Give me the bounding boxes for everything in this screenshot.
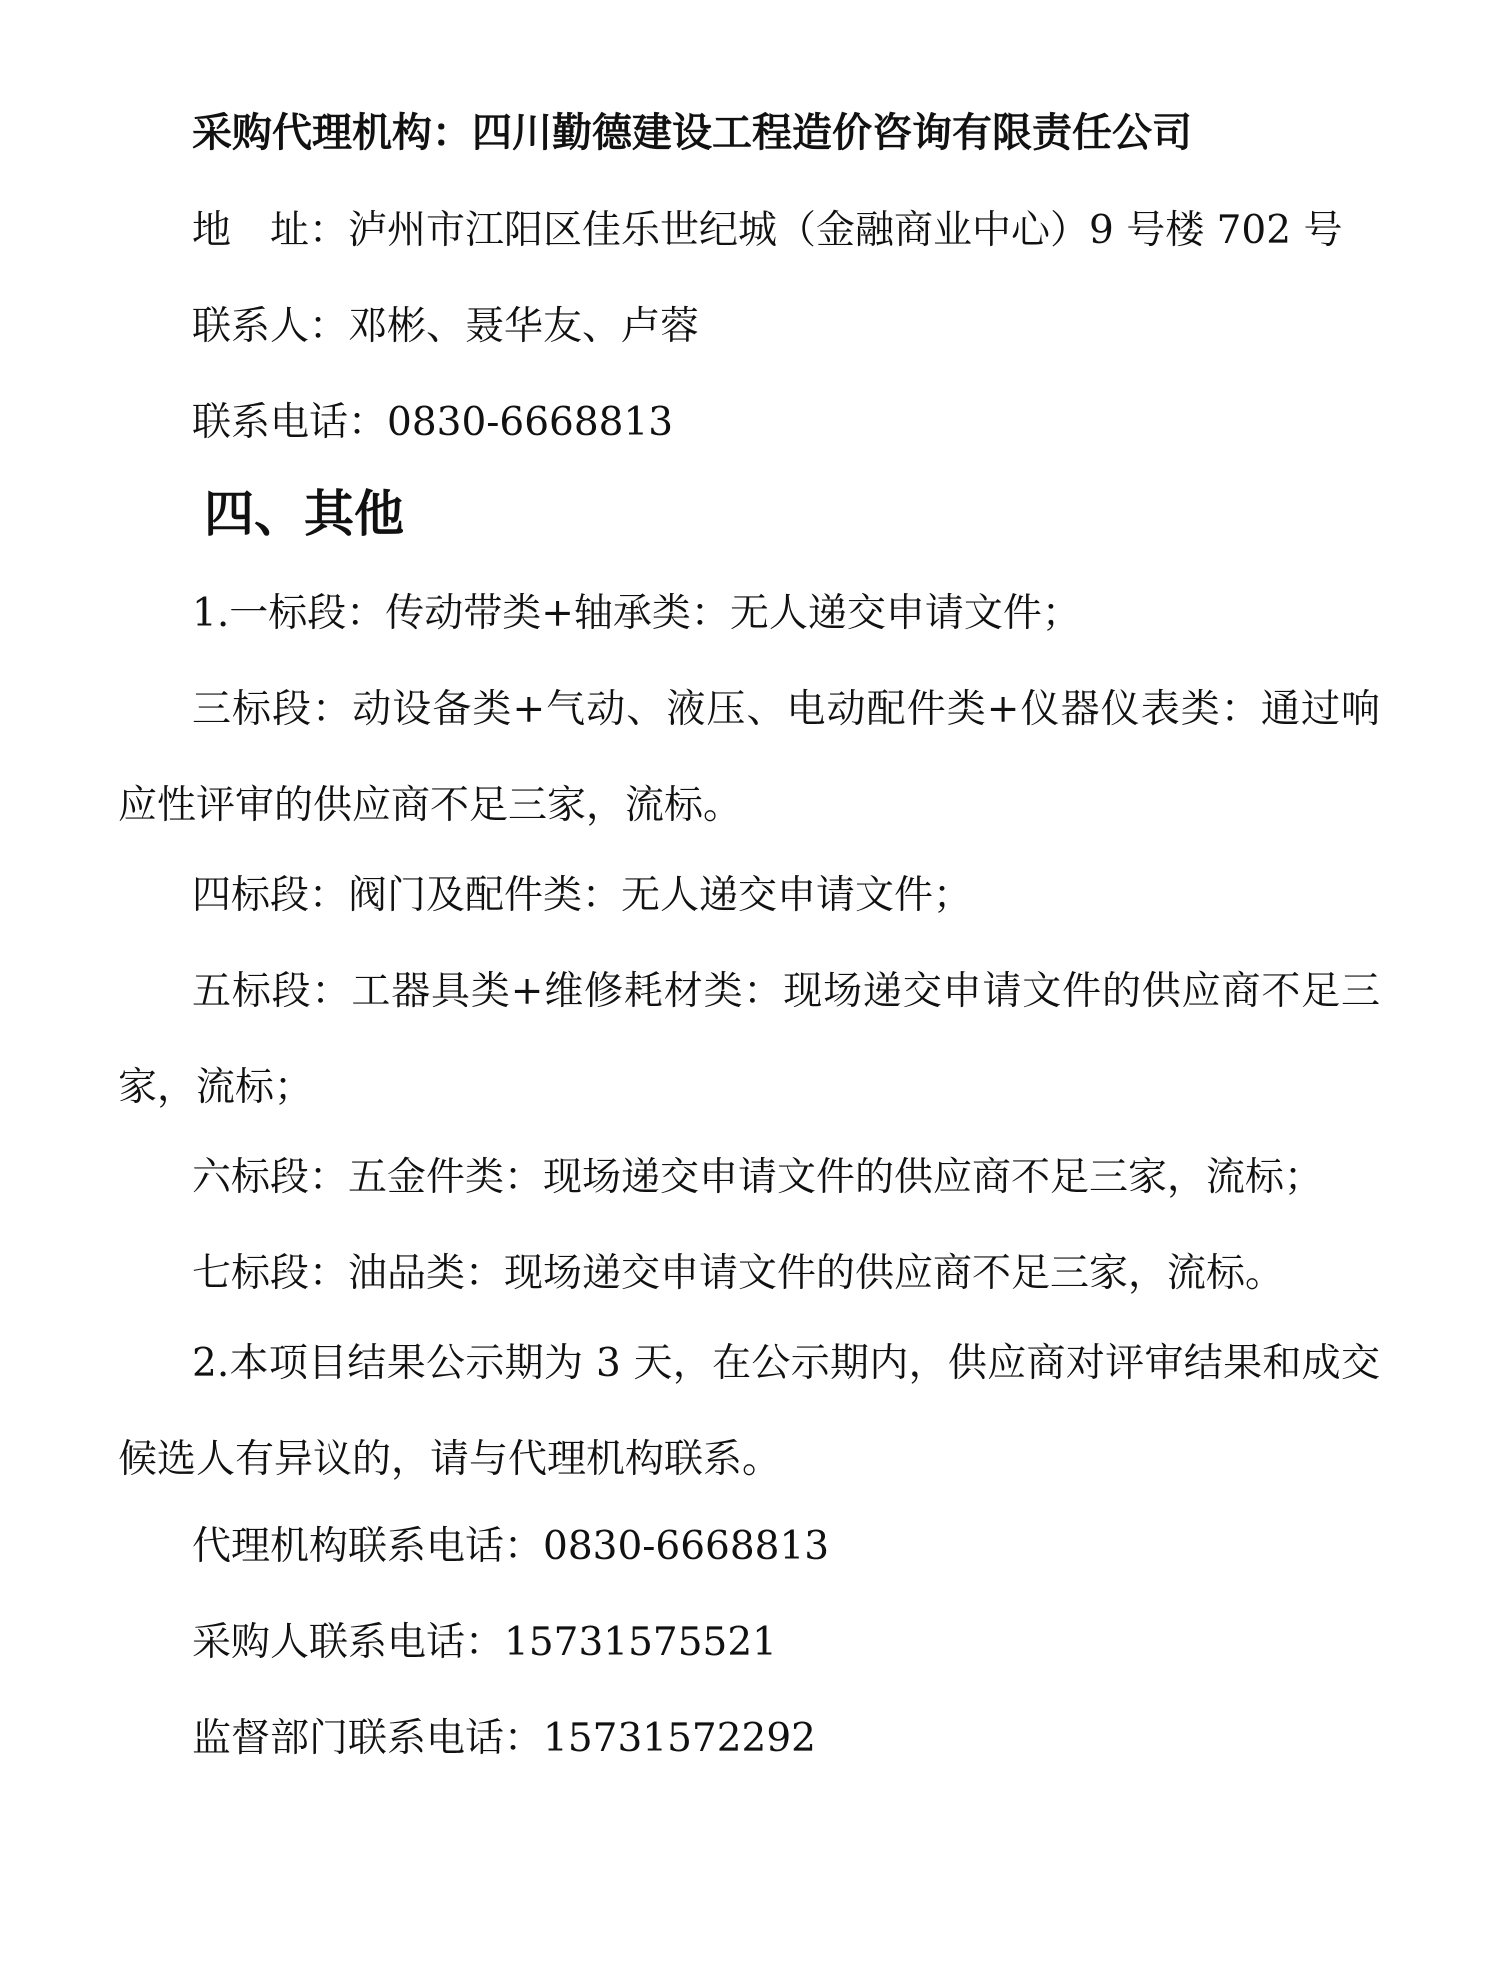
agency-address: 地 址：泸州市江阳区佳乐世纪城（金融商业中心）9 号楼 702 号 xyxy=(192,208,1343,253)
lot-5-result: 五标段：工器具类+维修耗材类：现场递交申请文件的供应商不足三家，流标； xyxy=(118,969,1380,1110)
procurement-agency-name: 采购代理机构：四川勤德建设工程造价咨询有限责任公司 xyxy=(192,109,1192,156)
agency-contact-phone: 联系电话：0830-6668813 xyxy=(192,400,674,445)
lot-3-result: 三标段：动设备类+气动、液压、电动配件类+仪器仪表类：通过响应性评审的供应商不足三家，流标。 xyxy=(118,687,1380,828)
lot-7-result: 七标段：油品类：现场递交申请文件的供应商不足三家，流标。 xyxy=(192,1251,1285,1296)
agency-contact-persons: 联系人：邓彬、聂华友、卢蓉 xyxy=(192,304,700,349)
lot-6-result: 六标段：五金件类：现场递交申请文件的供应商不足三家，流标； xyxy=(192,1155,1324,1200)
supervision-phone-line: 监督部门联系电话：15731572292 xyxy=(192,1716,816,1761)
buyer-phone-line: 采购人联系电话：15731575521 xyxy=(192,1620,777,1665)
agency-phone-line: 代理机构联系电话：0830-6668813 xyxy=(192,1524,830,1569)
lot-4-result: 四标段：阀门及配件类：无人递交申请文件； xyxy=(192,873,973,918)
lot-1-result: 1.一标段：传动带类+轴承类：无人递交申请文件； xyxy=(192,591,1081,636)
publicity-period-notice: 2.本项目结果公示期为 3 天，在公示期内，供应商对评审结果和成交候选人有异议的，请与代理机构联系。 xyxy=(118,1341,1380,1482)
section-heading-other: 四、其他 xyxy=(204,484,404,543)
